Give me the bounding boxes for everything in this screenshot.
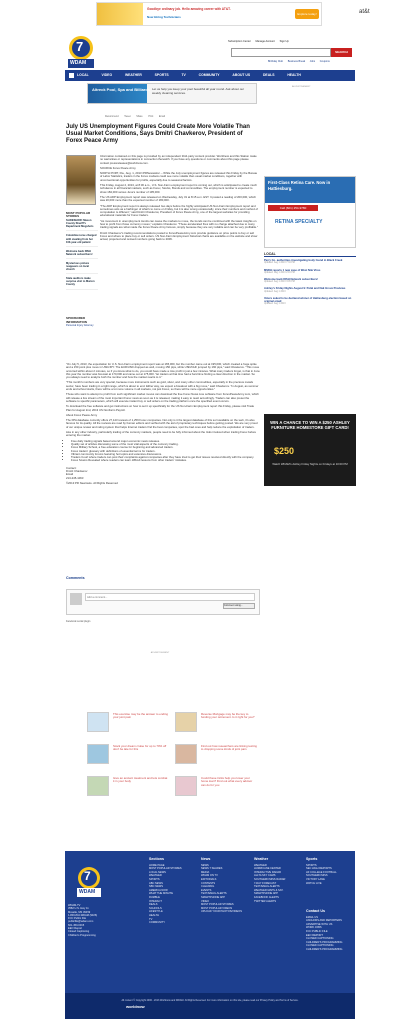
sponsored-info — [66, 316, 98, 327]
local-item-date: Updated: Aug 1 2013 — [264, 290, 286, 293]
footer-link[interactable]: ANCHORS AND REPORTERS — [306, 919, 342, 923]
comment-post-button[interactable]: Comment using... — [223, 603, 255, 609]
sponsored-promos — [87, 712, 257, 804]
footer-link[interactable]: SCHOOLS — [149, 906, 162, 910]
footer-sports-title: Sports — [306, 857, 318, 861]
footer-logo-channel: 7 — [84, 869, 91, 883]
popular-story[interactable]: SLIDESHOW: Mason County Sheriff's Department Mugshots — [66, 219, 98, 231]
top-ad-cta: Now Hiring Technicians — [147, 15, 181, 19]
retina-ad-phone: Call (601) 254-9780 — [268, 205, 318, 211]
footer-link[interactable]: SMARTPHONE APP — [254, 892, 279, 896]
footer-link[interactable]: MEDIA — [201, 870, 210, 874]
footer-link[interactable]: SPORTS — [306, 863, 317, 867]
nav-tv[interactable]: TV — [181, 73, 186, 77]
footer-link[interactable]: HF COLLEGE FOOTBALL — [306, 870, 337, 874]
retina-ad-brand: RETINA SPECIALTY — [275, 219, 323, 225]
article-headline: July US Unemployment Figures Could Create More Volatile Than Usual Market Conditions, Says Dmitri Chavkerov, President of Forex Peace Army — [66, 124, 250, 144]
home-icon[interactable] — [69, 73, 74, 78]
local-item[interactable] — [264, 297, 356, 307]
local-item[interactable] — [264, 278, 356, 284]
article-paragraph: "On July 5, 2013, the expectation for U.S. Non-Farm employment report was at 165,000, but the number came out at 195,000, which created a huge spike and a 150 point plus move in USD/JPY. The EUR/USD dropped as well, moving 150 pips, while USD/CHF jumped by 160 pips," said Chavkerov. "This move occurred within about 2 minutes, so if you knew what to do, you could have made a nice profit in just a few minutes. What many traders forget, is that in June this year the number was forecast at 170,000 and came out at 175,000. Yet traders at that time had a hard time finding a clear direction in the market. So you always need to analyze both the number and how the market reacts to it." — [66, 362, 260, 380]
popular-story[interactable]: State auditors make surprise visit to Marion County — [66, 277, 98, 289]
article-bullet: • Forex traders' glossary with definitions of essential terms for traders. — [71, 450, 260, 453]
retina-ad-title: First-Class Retina Care. Now in Hattiesburg. — [265, 177, 355, 203]
footer-link[interactable]: WHAT THE MINUTE — [149, 892, 173, 896]
footer-link[interactable]: FCC PUBLIC FILE — [306, 929, 328, 933]
nav-video[interactable]: VIDEO — [101, 73, 113, 77]
footer-sections — [149, 858, 199, 925]
comments-section — [66, 576, 260, 583]
article-paragraph: NORTH PORT, Fla., Aug. 1, 2013 /PRNewswire/ -- While the July unemployment figures are released this Friday by the Bureau of Labor Statistics, traders in the Forex markets could see more volatile than usual market conditions, together with unconventional opportunities for profits, especially due to seasonal factors. — [100, 171, 258, 182]
top-ad-button[interactable]: Explore today! — [295, 9, 319, 19]
sponsored-title: SPONSORED INFORMATION — [66, 316, 87, 324]
footer-contact-list — [306, 916, 354, 952]
nav-health[interactable]: HEALTH — [287, 73, 301, 77]
top-ad-banner[interactable] — [96, 2, 370, 26]
footer-link[interactable]: RUMBLE — [149, 895, 160, 899]
article-copyright: ©2013 PR Newswire. All Rights Reserved — [66, 480, 118, 485]
sign-up-link[interactable]: Sign Up — [279, 40, 289, 43]
manage-account-link[interactable]: Manage Account — [255, 40, 275, 43]
coupons-link[interactable]: Coupons — [319, 60, 330, 63]
ashley-ad-amount: $250 — [274, 446, 295, 456]
footer-address: WDAM-TV 3582 U.S. Hwy 11 Moselle, MS 39459 1-800-844-WDAM (9326) FCC Public File publicfile@wdam.com 601-450-6315 EEO Report Closed Captioning Children's Programming — [68, 904, 98, 937]
jobs-link[interactable]: Jobs — [309, 60, 316, 63]
footer-link[interactable]: ABC NEWS — [149, 881, 163, 885]
comment-box — [66, 589, 260, 615]
promo-image — [175, 744, 197, 764]
footer-link[interactable]: CHILDREN'S PROGRAMMING — [306, 947, 343, 951]
footer-link[interactable]: NEWS 7 SHARES — [201, 867, 223, 871]
footer-sections-title: Sections — [149, 857, 164, 861]
local-item-title[interactable]: Voters asked to be declared winner of Hattiesburg election based on original email — [264, 296, 352, 304]
footer-copyright: All content © Copyright 2000 - 2013 Worldnow and WDAM. All Rights Reserved. For more information on this site, please read our Privacy Policy and Terms of Service. — [65, 993, 355, 1019]
local-item[interactable] — [264, 287, 356, 293]
promo-item[interactable] — [175, 744, 255, 766]
footer-link[interactable]: 7-DAY FORECAST — [254, 881, 277, 885]
nav-weather[interactable]: WEATHER — [124, 73, 142, 77]
footer-news — [201, 858, 253, 914]
footer-link[interactable]: WEATHER — [149, 874, 162, 878]
ad-label: ADVERTISEMENT — [150, 652, 170, 654]
pool-ad-brand: Altreck Pool, Spa and Billiards — [92, 87, 151, 92]
promo-text: Find out how researchers are linking texting to dropping some kinds of joint pain — [201, 744, 257, 752]
top-ad-headline: Goodbye ordinary job. Hello amazing career with AT&T. — [147, 7, 231, 11]
footer-link[interactable]: TWITTER ALERTS — [254, 899, 277, 903]
article-bullet: • Quality set of articles discussing some of the most vital aspects of the currency trading. — [71, 443, 260, 446]
footer-link[interactable]: NEWS — [201, 863, 209, 867]
footer-news-title: News — [201, 857, 211, 861]
footer-link[interactable]: CONTESTS — [201, 881, 216, 885]
article-paragraph: "The ADP Employment report is always released two days before the highly anticipated US Non-Farm Employment report and sometimes acts as a harbinger of what's to come on Friday, but it is also wrong occasionally, since their numbers and method of computation is different," said Dmitri Chavkerov, President of Forex Peace Army, one of the largest websites for providing educational materials for Forex traders. — [100, 203, 258, 218]
footer-link[interactable]: LIFESTYLE — [149, 910, 163, 914]
promo-item[interactable] — [175, 712, 255, 734]
footer-link[interactable]: INTERACT — [149, 899, 162, 903]
worldnow-logo[interactable]: worldnow — [126, 1004, 145, 1009]
footer-link[interactable]: VIDEO — [201, 899, 210, 903]
footer-weather-list — [254, 864, 306, 904]
share-button[interactable]: Share — [136, 115, 143, 118]
facebook-plugin-note: Facebook social plugin — [66, 620, 91, 623]
article-disclaimer: Information contained on this page is provided by an independent third-party content provider. Worldnow and this Station make no warranties or representations in connection therewith. If you have any questions or comments about this page please contact pressreleases@worldnow.com. — [100, 154, 257, 165]
ashley-ad-title: WIN A CHANCE TO WIN A $250 ASHLEY FURNITURE HOMESTORE GIFT CARD! — [270, 420, 350, 430]
footer-link[interactable]: UPLOAD YOUR PHOTOS/VIDEOS — [201, 910, 242, 914]
footer-contact — [306, 910, 354, 952]
popular-story[interactable]: Mysterious picture reappears on local church — [66, 262, 98, 274]
footer-link[interactable]: ALLTA SKY CAMS — [254, 874, 276, 878]
footer-link[interactable]: EEO REPORT — [306, 933, 323, 937]
footer-link[interactable]: SPORTS — [149, 877, 160, 881]
local-item-title[interactable]: MSDH reports 1 new case of West Nile Virus — [264, 268, 321, 272]
footer-link[interactable]: TEXT/EMAIL ALERTS — [254, 885, 280, 889]
article-paragraph: Those who want to attempt to profit from such significant market moves can download the free Forex News Live software from ForexPeaceArmy.com, which will release a live stream of the most important Forex news as soon as it is released, making it easy to react accordingly. Traders can also preset the software to specific parameters, which will execute instant buy or sell orders on the trading platform once the specified event occurs. — [66, 392, 259, 403]
promo-text: Reverse Mortgage may be the key to funding your retirement. Is it right for you? — [201, 712, 255, 720]
pool-spa-ad[interactable] — [87, 83, 257, 104]
local-item-title[interactable]: Perry Co. authorities investigating body found in Black Creek — [264, 259, 343, 263]
footer-link[interactable]: MOST POPULAR STORIES — [149, 867, 182, 871]
footer-link[interactable]: DEALS — [149, 903, 158, 907]
footer-link[interactable]: AMERICA NOW — [149, 888, 168, 892]
account-links — [228, 40, 338, 46]
footer-link[interactable]: CHILDREN'S PROGRAMMING — [306, 940, 343, 944]
footer-contact-title: Contact Us — [306, 909, 325, 913]
business-break-link[interactable]: Business Break — [287, 60, 306, 63]
comment-input[interactable] — [85, 593, 255, 601]
footer-sections-list — [149, 864, 199, 925]
ashley-contest-ad[interactable] — [264, 414, 356, 486]
article-bullet: • Forex Military School, a free education course for beginning and advanced traders. — [71, 446, 260, 449]
promo-item[interactable] — [87, 712, 167, 734]
footer-news-list — [201, 864, 253, 914]
top-ad-brand: at&t — [359, 9, 370, 15]
local-item-date: Updated: Aug 1 2013 — [264, 303, 286, 306]
ad-label: ADVERTISEMENT — [292, 86, 311, 88]
most-popular-title: MOST POPULAR STORIES — [66, 211, 91, 219]
article-paragraph: "As movement in unemployment trends can cause the markets to move, the trends can be combined with the latest insights on how to profit from those currency moves," explains Chavkerov. "These accelerated fires with no charge attached due to many trading signals are what made the Forex Peace Army famous, simply because they are very reliable and can be very profitable." — [100, 218, 259, 230]
email-button[interactable]: Email — [158, 115, 165, 118]
main-nav — [65, 70, 355, 81]
footer-link[interactable]: HOME PAGE — [149, 863, 165, 867]
footer-link[interactable]: ADVERTISE WITH US — [306, 922, 333, 926]
article-paragraph: Dmitri Chavkerov's trading recommendations posted to ForexPeaceArmy.com provide guidance on price points to buy or sell Forex and where to place buy or sell orders. US Non-Farm Employment historical charts are available on the website and show actual, projected and revised numbers going back to 2006. — [100, 230, 258, 242]
promo-image — [87, 712, 109, 732]
footer-link[interactable]: WORK JOBS — [306, 926, 322, 930]
footer-link[interactable]: CLEANING — [201, 885, 215, 889]
local-title: LOCAL — [264, 253, 356, 257]
promo-image — [175, 712, 197, 732]
footer-link[interactable]: VICTORY LANE — [306, 877, 325, 881]
popular-story[interactable]: Welcome back DISH Network subscribers! — [66, 250, 98, 259]
promo-item[interactable] — [175, 776, 255, 798]
article-subheading: About Forex Peace Army — [66, 412, 98, 417]
nav-deals[interactable]: DEALS — [262, 73, 275, 77]
footer-link[interactable]: SMARTPHONE APP — [201, 895, 226, 899]
footer-link[interactable]: SEC HIGH REPORTS — [306, 867, 332, 871]
local-item-title[interactable]: Welcome back DISH Network subscribers! — [264, 278, 319, 282]
local-item-date: Updated: Aug 1 2013 7:34 PM — [264, 262, 295, 265]
article-bullet: • Traders Court where traders can post their complaints against companies after they have tried to get their issues resolved directly with the company. — [71, 456, 260, 459]
site-logo[interactable] — [66, 35, 96, 69]
promo-item[interactable] — [87, 776, 167, 798]
footer-logo-brand: WDAM — [79, 889, 96, 895]
footer-sports-list — [306, 864, 354, 886]
article-paragraph: "This month's numbers are very special, because more instruments such as gold, silver, and many other commodities, especially in the precious metals sector, have been trading in a tight range, which is about to end. Either way, we expect a breakout with a big move," said Chavkerov. "In August, as summer ends and school starts, there will be a lot more volume in all markets, not just Forex, so there will be more opportunities." — [66, 380, 259, 392]
footer-link[interactable]: COMMUNITY — [149, 921, 165, 925]
local-item[interactable] — [264, 269, 356, 275]
footer-link[interactable]: NBC NEWS — [149, 885, 163, 889]
search-button[interactable]: SEARCH — [331, 48, 352, 57]
article-bullet: • Vibrant community forums featuring hot topics and extensive discussions. — [71, 453, 260, 456]
footer-link[interactable]: EDITORIALS — [201, 877, 217, 881]
article-body-bottom — [66, 363, 260, 487]
nav-about-us[interactable]: ABOUT US — [232, 73, 251, 77]
most-popular — [66, 212, 98, 293]
search-input[interactable] — [231, 48, 331, 57]
subscription-center-link[interactable]: Subscription Center — [228, 40, 251, 43]
retina-ad[interactable] — [264, 176, 356, 248]
local-item-title[interactable]: Ashley's Friday Nights August 9: Petal and Oak Grove Previews — [264, 287, 346, 291]
footer-link[interactable]: WDAM ON TV — [201, 874, 218, 878]
footer-weather-title: Weather — [254, 857, 269, 861]
promo-image — [175, 776, 197, 796]
comments-title: Comments — [66, 576, 85, 580]
article-bullet: • Forex Scams Revealed where readers can learn difficult lessons from other traders' mistakes. — [71, 459, 260, 462]
article-paragraph: Like in any other industry, particularly trading of the currency markets, people need to be fully informed about the risks involved when trading Forex before entering the market. — [66, 430, 257, 438]
popular-story[interactable]: Columbia nurse charged with stealing from her 100-year-old patient — [66, 234, 98, 246]
footer-link[interactable]: MOST POPULAR VIDEOS — [201, 906, 233, 910]
footer-link[interactable]: TEXT/EMAIL ALERTS — [201, 892, 227, 896]
recommend-button[interactable]: Recommend — [105, 115, 119, 118]
local-item-date: Updated: Aug 1 2013 3:45 PM — [264, 281, 295, 284]
nav-sports[interactable]: SPORTS — [154, 73, 169, 77]
footer-link[interactable]: EVENTS — [201, 888, 212, 892]
footer-link[interactable]: TV — [149, 917, 153, 921]
article-source: SOURCE Forex Peace Army — [100, 165, 136, 170]
header-sublinks — [268, 60, 358, 63]
footer-link[interactable]: CLOSED CAPTIONING — [306, 944, 334, 948]
logo-brand: WDAM — [70, 60, 87, 66]
article-bullet: • Free daily trading signals based around major economic news releases. — [71, 440, 260, 443]
promo-image — [87, 744, 109, 764]
article-paragraph: The FPA database currently offers 27,143 reviews of 1,259 Forex companies. Not only is it the largest database of this sort available on the web, it's also famous for its quality. All the reviews are read by human editors and verified with the aid of proprietary techniques before getting posted. We are very proud of our unique review and rating system that helps Internet traders find the best companies, spot the bad ones and help reduce the exploitation of traders. — [66, 418, 258, 429]
footer-link[interactable]: LOCAL NEWS — [149, 870, 166, 874]
footer-weather — [254, 858, 306, 903]
print-button[interactable]: Print — [148, 115, 154, 118]
article-photo — [66, 155, 96, 205]
social-bar — [105, 115, 255, 120]
footer-link[interactable]: SOUTHERN MISS — [306, 874, 328, 878]
article-contact: Contact: Dmitri Chavkerov Email 213-245-1063 — [66, 465, 88, 480]
avatar — [70, 593, 82, 605]
promo-image — [87, 776, 109, 796]
local-item[interactable] — [264, 259, 356, 265]
footer-logo[interactable] — [75, 866, 103, 898]
promo-text: Give an ancient treatment and lets combat it in your body — [113, 776, 168, 784]
article-paragraph: This Friday, August 2, 2013, at 8:30 a.m., U.S. Non-Farm employment report is coming out, which is anticipated to create much turbulence in all financial markets, such as Forex, Stocks, Bonds and commodities. The employment number is expected to show 184,000 versus June's number of 195,000. — [100, 183, 257, 194]
footer-link[interactable]: WEATHER MAPS & SAT. — [254, 888, 284, 892]
footer-link[interactable]: INTERACTIVE RADAR — [254, 870, 281, 874]
footer-link[interactable]: SOUTHERN MISS RADAR — [254, 877, 286, 881]
article-paragraph: To download the free software and get instructions on how to set it up specifically for the US Non-Farm Employment report this Friday, please visit Trade Plan for August 2nd, 2013 US NonFarm Payroll. — [66, 404, 255, 412]
article-body-top — [100, 155, 258, 244]
footer-link[interactable]: CLOSED CAPTIONING — [306, 937, 334, 941]
article-paragraph: The US ADP Employment report was released on Wednesday, July 31 at 8:15 a.m. EST. It posted a reading of 200,000, which was 20,000 more than the expected number of 180,000. — [100, 194, 256, 203]
footer-sports — [306, 858, 354, 885]
local-item-date: Updated: Aug 1 2013 2:16 PM — [264, 271, 295, 274]
local-news — [264, 253, 356, 309]
promo-text: Stock your dream cruise for up to 70% off don't be late for this — [113, 744, 167, 752]
footer-link[interactable]: EMAIL US — [306, 915, 319, 919]
nav-local[interactable]: LOCAL — [77, 73, 89, 77]
top-ad-image — [97, 3, 143, 25]
footer-link[interactable]: FACEBOOK ALERTS — [254, 895, 279, 899]
ashley-ad-note: Watch WDAM's Ashley Friday Nights on Fridays at 10:00 PM — [272, 462, 348, 466]
sponsored-link[interactable]: Personal Injury Attorney — [66, 324, 94, 327]
footer-link[interactable]: MOST POPULAR STORIES — [201, 903, 234, 907]
logo-channel: 7 — [76, 39, 84, 54]
tweet-button[interactable]: Tweet — [124, 115, 131, 118]
footer-link[interactable]: HEALTH — [149, 913, 160, 917]
nav-community[interactable]: COMMUNITY — [198, 73, 220, 77]
footer-link[interactable]: HURRICANE CENTER — [254, 867, 281, 871]
promo-text: This exercise may be the answer to ending your joint pain — [113, 712, 168, 720]
pool-ad-text: Let us help you keep your pool beautiful all year round. Ask about our weekly cleaning services. — [152, 87, 245, 95]
footer-link[interactable]: WATCH LIVE — [306, 881, 322, 885]
birthday-club-link[interactable]: Birthday Club — [268, 60, 284, 63]
promo-text: Could these tricks help you lower your home loan? Find out what every advisor can do for you — [201, 776, 253, 787]
promo-item[interactable] — [87, 744, 167, 766]
footer-link[interactable]: WEATHER — [254, 863, 267, 867]
